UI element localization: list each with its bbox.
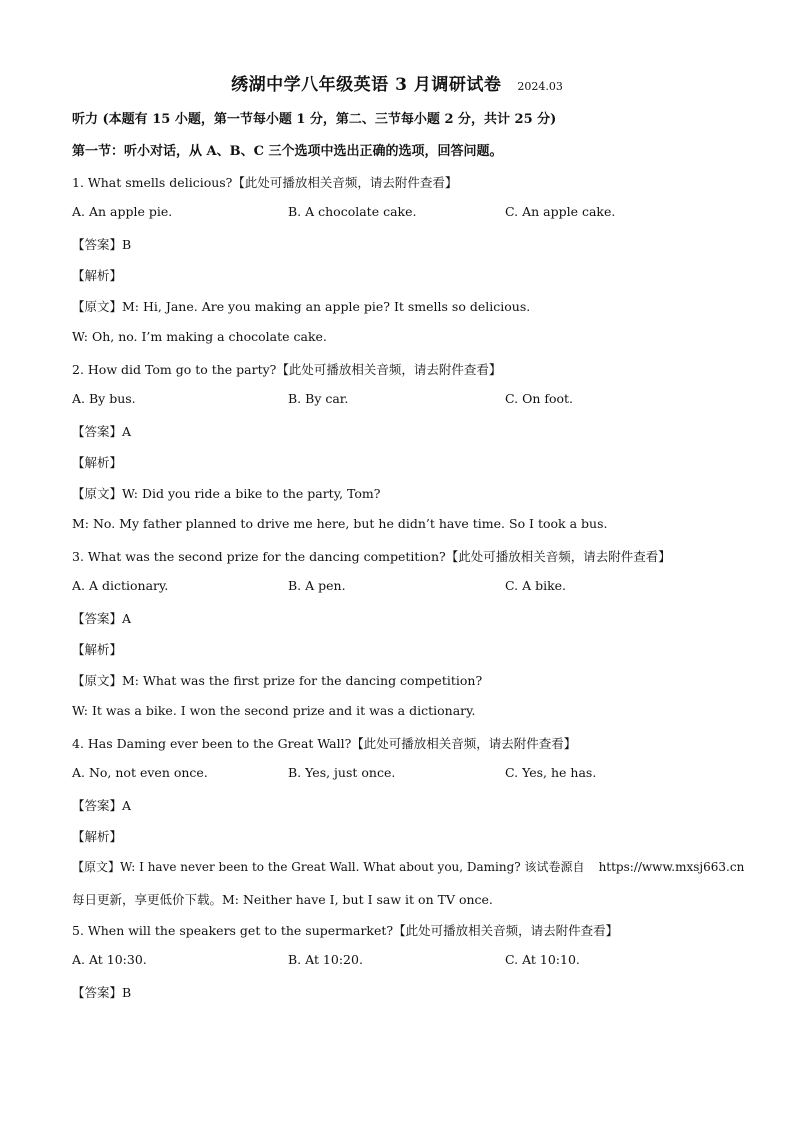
question-4-option-b: B. Yes, just once. [288,765,396,780]
question-1-answer: 【答案】B [72,237,132,252]
question-4-transcript-1 [72,858,744,875]
source-link[interactable]: https://www.mxsj663.cn [598,860,745,874]
question-3-option-a: A. A dictionary. [72,578,169,593]
question-2-answer: 【答案】A [72,424,132,439]
document-title: 绣湖中学八年级英语 3 月调研试卷 [231,75,502,95]
question-2-stem: 2. How did Tom go to the party?【此处可播放相关音频，请去附件查看】 [72,362,502,377]
question-1-option-c: C. An apple cake. [505,204,616,219]
question-2-analysis: 【解析】 [72,455,123,470]
question-3-option-c: C. A bike. [505,578,567,593]
question-4-transcript-2: 每日更新，享更低价下载。M: Neither have I, but I saw it on TV once. [72,892,493,907]
question-4-answer: 【答案】A [72,798,132,813]
question-3-analysis: 【解析】 [72,642,123,657]
question-5-option-b: B. At 10:20. [288,952,363,967]
question-4-option-a: A. No, not even once. [72,765,208,780]
section-intro: 听力 (本题有 15 小题，第一节每小题 1 分，第二、三节每小题 2 分，共计 25 分) [72,112,557,127]
question-2-transcript-2: M: No. My father planned to drive me here, but he didn’t have time. So I took a bus. [72,516,608,531]
question-4-option-c: C. Yes, he has. [505,765,597,780]
question-5-option-a: A. At 10:30. [72,952,147,967]
question-3-stem: 3. What was the second prize for the dancing competition?【此处可播放相关音频，请去附件查看】 [72,549,671,564]
question-3-answer: 【答案】A [72,611,132,626]
question-5-stem: 5. When will the speakers get to the supermarket?【此处可播放相关音频，请去附件查看】 [72,923,619,938]
question-1-transcript-1: 【原文】M: Hi, Jane. Are you making an apple pie? It smells so delicious. [72,299,531,314]
question-1-transcript-2: W: Oh, no. I’m making a chocolate cake. [72,329,327,344]
question-1-analysis: 【解析】 [72,268,123,283]
question-5-answer: 【答案】B [72,985,132,1000]
question-2-option-b: B. By car. [288,391,349,406]
question-3-transcript-2: W: It was a bike. I won the second prize and it was a dictionary. [72,703,476,718]
question-1-option-a: A. An apple pie. [72,204,173,219]
question-2-option-a: A. By bus. [72,391,136,406]
question-2-transcript-1: 【原文】W: Did you ride a bike to the party, Tom? [72,486,381,501]
question-1-option-b: B. A chocolate cake. [288,204,417,219]
question-4-analysis: 【解析】 [72,829,123,844]
question-5-option-c: C. At 10:10. [505,952,580,967]
question-3-option-b: B. A pen. [288,578,346,593]
document-date: 2024.03 [517,80,563,93]
question-2-option-c: C. On foot. [505,391,574,406]
question-3-transcript-1: 【原文】M: What was the first prize for the dancing competition? [72,673,483,688]
question-4-stem: 4. Has Daming ever been to the Great Wall?【此处可播放相关音频，请去附件查看】 [72,736,577,751]
document-header [0,70,794,95]
question-1-stem: 1. What smells delicious?【此处可播放相关音频，请去附件查看】 [72,175,458,190]
section-1-title: 第一节：听小对话，从 A、B、C 三个选项中选出正确的选项，回答问题。 [72,144,503,159]
question-4-transcript-1-text: 【原文】W: I have never been to the Great Wall. What about you, Daming? 该试卷源自 [72,860,585,874]
